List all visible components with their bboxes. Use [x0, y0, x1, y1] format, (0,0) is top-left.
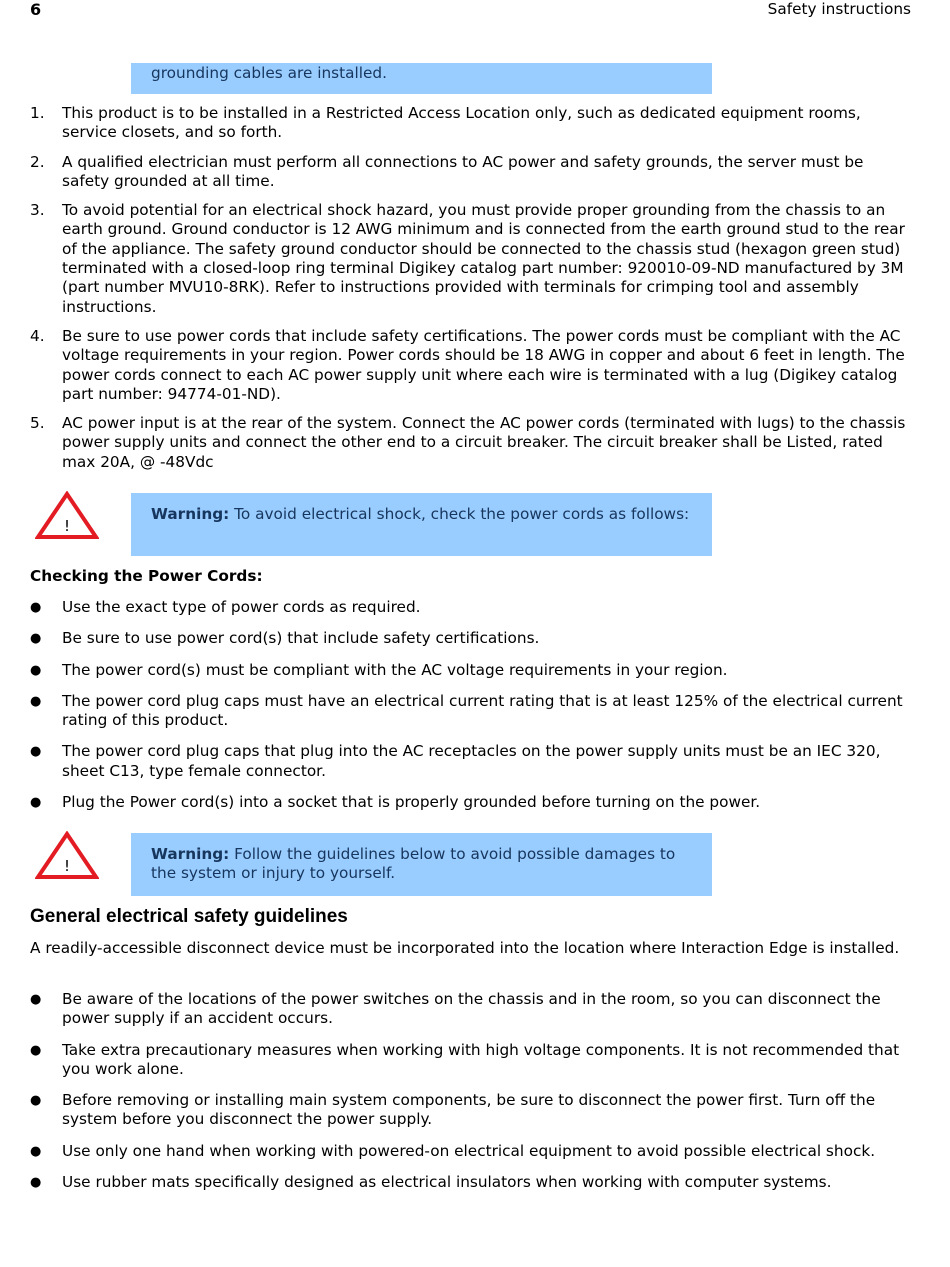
bullet-icon: ● — [30, 1042, 42, 1058]
section-heading: General electrical safety guidelines — [30, 906, 348, 927]
list-item-text: Be sure to use power cords that include safety certifications. The power cords must be compliant with the AC voltage requirements in your region. Power cords should be 18 AWG in copper and about 6 feet in length. The power cords connect to each AC power supply unit where each wire is terminated with a lug (Digikey catalog part number: 94774-01-ND). — [62, 326, 905, 403]
list-item-text: The power cord plug caps must have an electrical current rating that is at least 125% of the electrical current rating of this product. — [62, 691, 903, 730]
list-item-text: Before removing or installing main system components, be sure to disconnect the power first. Turn off the system before you disconnect the power supply. — [62, 1091, 876, 1129]
list-item — [30, 1041, 912, 1080]
bullet-icon: ● — [30, 992, 42, 1007]
numbered-list — [30, 104, 912, 482]
intro-paragraph: A readily-accessible disconnect device must be incorporated into the location where Interaction Edge is installed. — [30, 939, 900, 957]
note-box — [131, 63, 712, 94]
warning-box — [131, 833, 712, 896]
list-item — [30, 201, 912, 317]
note-text: grounding cables are installed. — [151, 64, 387, 82]
list-item — [30, 153, 912, 192]
warning-text: To avoid electrical shock, check the power cords as follows: — [229, 505, 690, 523]
list-item-text: A qualified electrician must perform all connections to AC power and safety grounds, the server must be safety grounded at all time. — [62, 152, 864, 190]
list-item-text: Use rubber mats specifically designed as electrical insulators when working with computer systems. — [62, 1173, 832, 1192]
list-item — [30, 661, 912, 680]
page-number: 6 — [30, 0, 42, 19]
list-number: 5. — [30, 414, 45, 433]
list-number: 2. — [30, 152, 45, 171]
list-item — [30, 1142, 912, 1161]
bullet-list — [30, 990, 912, 1204]
list-item — [30, 327, 912, 404]
warning-label: Warning: — [151, 845, 230, 863]
bullet-list — [30, 598, 912, 824]
warning-text: Follow the guidelines below to avoid possible damages to the system or injury to yourself. — [151, 845, 676, 883]
list-item-text: Take extra precautionary measures when working with high voltage components. It is not recommended that you work alone. — [62, 1040, 900, 1078]
list-item — [30, 598, 912, 617]
list-item — [30, 1173, 912, 1192]
list-item — [30, 990, 912, 1029]
running-header: Safety instructions — [767, 0, 911, 18]
bullet-icon: ● — [30, 795, 42, 811]
warning-box — [131, 493, 712, 556]
bullet-icon: ● — [30, 1093, 42, 1109]
bullet-icon: ● — [30, 631, 42, 647]
list-item-text: Plug the Power cord(s) into a socket that is properly grounded before turning on the power. — [62, 793, 761, 812]
bullet-icon: ● — [30, 693, 42, 709]
bullet-icon: ● — [30, 600, 42, 615]
list-item-text: The power cord plug caps that plug into the AC receptacles on the power supply units must be an IEC 320, sheet C13, type female connector. — [62, 742, 881, 780]
list-item — [30, 692, 912, 731]
list-item — [30, 793, 912, 812]
warning-triangle-icon — [35, 491, 99, 541]
list-item — [30, 1091, 912, 1130]
warning-icon-symbol: ! — [63, 517, 71, 535]
warning-label: Warning: — [151, 505, 230, 523]
bullet-icon: ● — [30, 744, 42, 760]
list-item — [30, 742, 912, 781]
list-number: 4. — [30, 326, 45, 345]
list-number: 1. — [30, 104, 45, 122]
list-item-text: Use only one hand when working with powered-on electrical equipment to avoid possible electrical shock. — [62, 1141, 876, 1160]
list-item-text: Use the exact type of power cords as required. — [62, 598, 421, 616]
list-item-text: Be aware of the locations of the power switches on the chassis and in the room, so you can disconnect the power supply if an accident occurs. — [62, 990, 881, 1028]
warning-triangle-icon — [35, 831, 99, 881]
list-item-text: To avoid potential for an electrical shock hazard, you must provide proper grounding from the chassis to an earth ground. Ground conductor is 12 AWG minimum and is connected from the earth ground stud to the rear of the appliance. The safety ground conductor should be connected to the chassis stud (hexagon green stud) terminated with a closed-loop ring terminal Digikey catalog part number: 920010-09-ND manufactured by 3M (part number MVU10-8RK). Refer to instructions provided with terminals for crimping tool and assembly instructions. — [62, 201, 905, 316]
list-item-text: Be sure to use power cord(s) that include safety certifications. — [62, 629, 540, 648]
list-item-text: This product is to be installed in a Restricted Access Location only, such as dedicated equipment rooms, service closets, and so forth. — [62, 104, 861, 142]
bullet-icon: ● — [30, 1143, 42, 1159]
section-heading: Checking the Power Cords: — [30, 567, 263, 585]
list-item — [30, 104, 912, 143]
bullet-icon: ● — [30, 662, 42, 678]
list-item — [30, 414, 912, 472]
bullet-icon: ● — [30, 1175, 42, 1191]
list-item — [30, 629, 912, 648]
warning-icon-symbol: ! — [63, 857, 71, 875]
list-item-text: The power cord(s) must be compliant with the AC voltage requirements in your region. — [62, 660, 728, 679]
list-number: 3. — [30, 201, 45, 220]
list-item-text: AC power input is at the rear of the system. Connect the AC power cords (terminated with lugs) to the chassis power supply units and connect the other end to a circuit breaker. The circuit breaker shall be Listed, rated max 20A, @ -48Vdc — [62, 414, 906, 471]
